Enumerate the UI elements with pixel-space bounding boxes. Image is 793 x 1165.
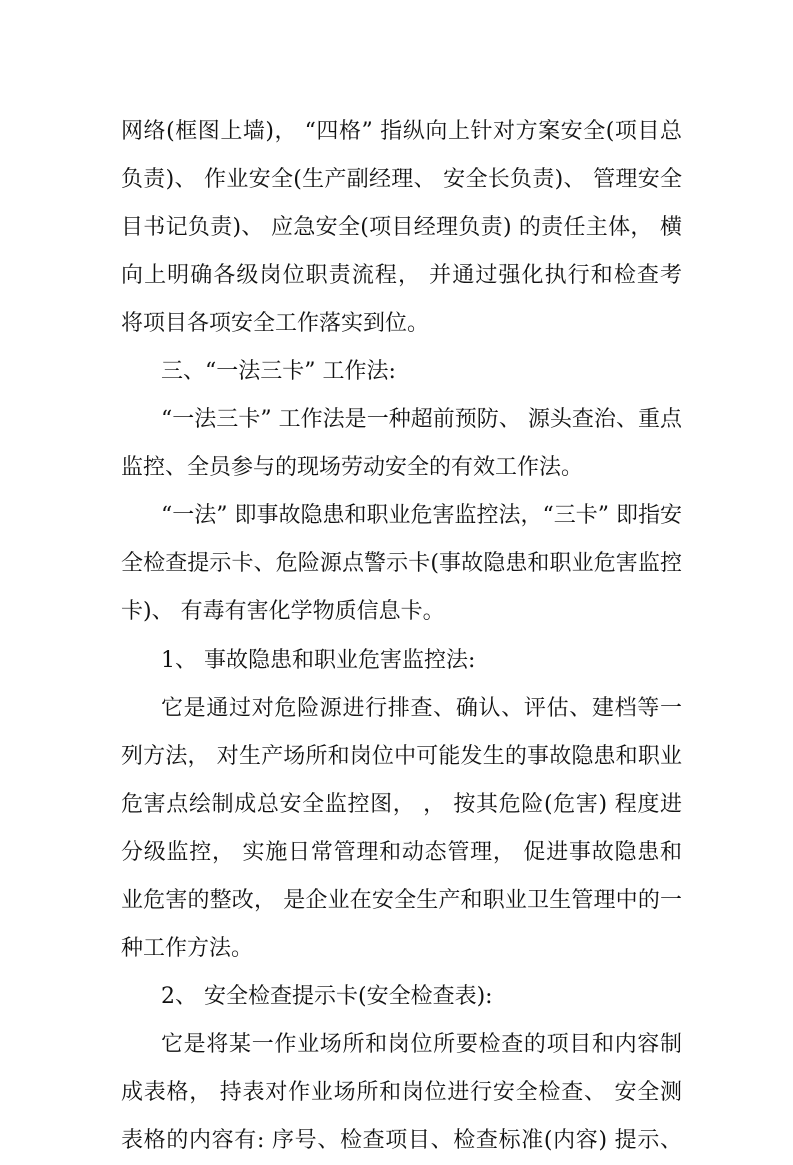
text-line: 网络(框图上墙)， “四格” 指纵向上针对方案安全(项目总 [121,119,682,144]
text-line: “一法” 即事故隐患和职业危害监控法，“三卡” 即指安 [161,503,682,529]
text-line: 它是将某一作业场所和岗位所要检查的项目和内容制 [161,1031,682,1057]
text-line: 它是通过对危险源进行排查、确认、评估、建档等一 [161,695,682,721]
text-line: 表格的内容有: 序号、检查项目、检查标准(内容) 提示、 [121,1127,682,1153]
text-line: 目书记负责)、 应急安全(项目经理负责) 的责任主体， 横 [121,215,682,241]
text-line: 成表格， 持表对作业场所和岗位进行安全检查、 安全测 [121,1079,682,1105]
text-line: 三、“一法三卡” 工作法: [161,359,396,385]
text-line: 危害点绘制成总安全监控图， ， 按其危险(危害) 程度进 [121,791,682,817]
text-line: 种工作方法。 [121,935,254,961]
document-page [121,108,682,1165]
text-line: 列方法， 对生产场所和岗位中可能发生的事故隐患和职业 [121,743,682,769]
text-line: 业危害的整改， 是企业在安全生产和职业卫生管理中的一 [121,887,682,913]
text-line: 负责)、 作业安全(生产副经理、 安全长负责)、 管理安全 [121,167,682,193]
text-line: 监控、全员参与的现场劳动安全的有效工作法。 [121,455,584,481]
text-line: 卡)、 有毒有害化学物质信息卡。 [121,599,445,625]
text-line: 1、 事故隐患和职业危害监控法: [161,647,476,673]
text-line: 全检查提示卡、危险源点警示卡(事故隐患和职业危害监控 [121,551,682,577]
text-line: 将项目各项安全工作落实到位。 [121,311,430,337]
text-line: 向上明确各级岗位职责流程， 并通过强化执行和检查考 [121,263,682,289]
text-line: “一法三卡” 工作法是一种超前预防、 源头查治、重点 [161,407,682,433]
text-line: 2、 安全检查提示卡(安全检查表): [161,983,493,1009]
text-line: 分级监控， 实施日常管理和动态管理， 促进事故隐患和 [121,839,682,865]
